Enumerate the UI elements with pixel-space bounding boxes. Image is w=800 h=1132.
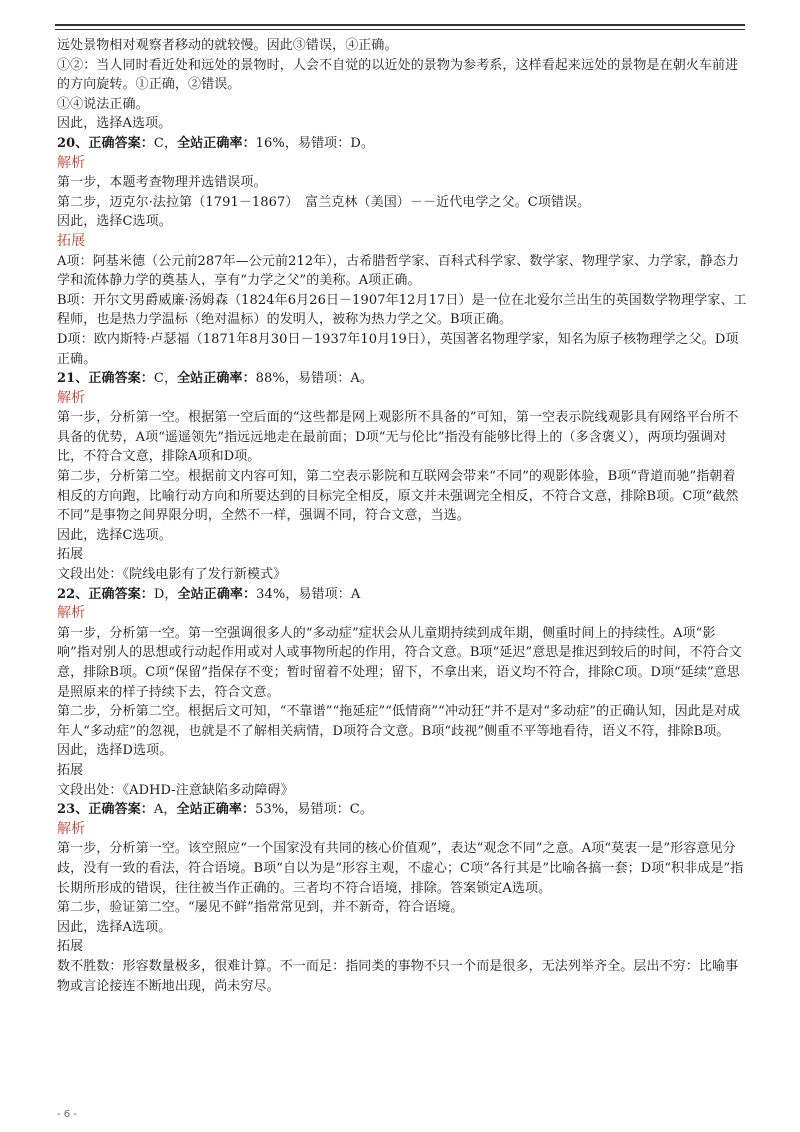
body-paragraph: A项：阿基米德（公元前287年—公元前212年），古希腊哲学家、百科式科学家、数学家、物理学家、力学家，静态力学和流体静力学的奠基人，享有“力学之父”的美称。A项正确。 <box>57 253 740 289</box>
answer-value: A， <box>153 802 177 818</box>
body-paragraph: 远处景物相对观察者移动的就较慢。因此③错误，④正确。 <box>57 38 398 53</box>
accuracy-label: 全站正确率： <box>177 371 256 387</box>
answer-label: 23、正确答案： <box>57 802 154 818</box>
header-rule <box>55 24 745 30</box>
body-paragraph: 第一步，分析第一空。第一空强调很多人的“多动症”症状会从儿童期持续到成年期，侧重时间上的持续性。A项“影响”指对别人的思想或行动起作用或对人或事物所起的作用，符合文意。B项“延迟”意思是推迟到较后的时间，不符合文意，排除B项。C项“保留”指保存不变；暂时留着不处理；留下，不拿出来，语义均不符合，排除C项。D项“延续”意思是照原来的样子持续下去，符合文意。 <box>57 625 742 700</box>
body-paragraph: 拓展 <box>57 939 84 955</box>
section-label: 解析 <box>57 154 86 171</box>
body-paragraph: 数不胜数：形容数量极多，很难计算。不一而足：指同类的事物不只一个而是很多，无法列举齐全。层出不穷：比喻事物或言论接连不断地出现，尚未穷尽。 <box>57 958 739 994</box>
answer-heading <box>57 585 747 605</box>
body-paragraph: 文段出处：《ADHD-注意缺陷多动障碍》 <box>57 782 294 798</box>
answer-value: C， <box>153 135 178 151</box>
body-paragraph: 第一步，分析第一空。该空照应“一个国家没有共同的核心价值观”，表达“观念不同”之意。A项“莫衷一是”形容意见分歧，没有一致的看法，符合语境。B项“自以为是”形容主观，不虚心；C项“各行其是”比喻各搞一套；D项“积非成是”指长期所形成的错误，往往被当作正确的。三者均不符合语境，排除。答案锁定A选项。 <box>57 841 744 896</box>
section-label: 拓展 <box>57 232 86 249</box>
answer-heading <box>57 369 747 389</box>
answer-label: 22、正确答案： <box>57 586 154 602</box>
accuracy-value: 16%，易错项：D。 <box>255 135 374 151</box>
accuracy-value: 34%，易错项：A <box>256 586 361 602</box>
body-paragraph: 因此，选择C选项。 <box>57 214 172 230</box>
answer-value: C， <box>153 371 178 387</box>
body-paragraph: 第二步，分析第二空。根据前文内容可知，第二空表示影院和互联网会带来“不同”的观影体验，B项“背道而驰”指朝着相反的方向跑，比喻行动方向和所要达到的目标完全相反，原文并未强调完全相反，不符合文意，排除B项。C项“截然不同”是事物之间界限分明，全然不一样，强调不同，符合文意，当选。 <box>57 469 739 524</box>
body-paragraph: 因此，选择A选项。 <box>57 116 172 132</box>
body-paragraph: 文段出处：《院线电影有了发行新模式》 <box>57 567 287 583</box>
answer-value: D， <box>153 586 178 602</box>
section-label: 解析 <box>57 605 86 622</box>
body-paragraph: 第二步，分析第二空。根据后文可知，“不靠谱”“拖延症”“低情商”“冲动狂”并不是对“多动症”的正确认知，因此是对成年人“多动症”的忽视，也就是不了解相关病情，D项符合文意。B项“歧视”侧重不平等地看待，语义不符，排除B项。 <box>57 704 741 739</box>
body-paragraph: 因此，选择A选项。 <box>57 919 172 935</box>
answer-label: 20、正确答案： <box>57 135 154 151</box>
accuracy-label: 全站正确率： <box>177 135 256 151</box>
body-paragraph: 拓展 <box>57 762 84 778</box>
answer-heading <box>57 800 747 820</box>
answer-label: 21、正确答案： <box>57 371 154 387</box>
body-paragraph: 第二步，迈克尔·法拉第（1791－1867） 富兰克林（美国）－－近代电学之父。C项错误。 <box>57 194 591 210</box>
accuracy-value: 88%，易错项：A。 <box>255 371 373 387</box>
body-paragraph: 第一步，分析第一空。根据第一空后面的“这些都是网上观影所不具备的”可知，第一空表示院线观影具有网络平台所不具备的优势，A项“遥遥领先”指远远地走在最前面；D项“无与伦比”指没有能够比得上的（多含褒义），两项均强调对比，不符合文意，排除A项和D项。 <box>57 410 739 465</box>
page-number: - 6 - <box>57 1109 77 1120</box>
answer-heading <box>57 134 747 154</box>
body-paragraph: 因此，选择C选项。 <box>57 527 172 543</box>
body-paragraph: ①④说法正确。 <box>57 96 149 112</box>
body-paragraph: D项：欧内斯特·卢瑟福（1871年8月30日－1937年10月19日），英国著名物理学家，知名为原子核物理学之父。D项正确。 <box>57 331 739 367</box>
body-paragraph: 第一步，本题考查物理并选错误项。 <box>57 175 267 191</box>
accuracy-label: 全站正确率： <box>177 586 257 602</box>
accuracy-label: 全站正确率： <box>176 802 256 818</box>
document-body <box>57 36 747 996</box>
body-paragraph: B项：开尔文男爵威廉·汤姆森（1824年6月26日－1907年12月17日）是一位在北爱尔兰出生的英国数学物理学家、工程师，也是热力学温标（绝对温标）的发明人，被称为热力学之父。B项正确。 <box>57 292 747 328</box>
section-label: 解析 <box>57 820 86 837</box>
accuracy-value: 53%，易错项：C。 <box>255 802 373 818</box>
body-paragraph: 因此，选择D选项。 <box>57 743 173 759</box>
body-paragraph: ①②：当人同时看近处和远处的景物时，人会不自觉的以近处的景物为参考系，这样看起来远处的景物是在朝火车前进的方向旋转。①正确，②错误。 <box>57 57 739 93</box>
section-label: 解析 <box>57 389 86 406</box>
body-paragraph: 第二步，验证第二空。“屡见不鲜”指常常见到，并不新奇，符合语境。 <box>57 900 464 916</box>
body-paragraph: 拓展 <box>57 547 84 563</box>
